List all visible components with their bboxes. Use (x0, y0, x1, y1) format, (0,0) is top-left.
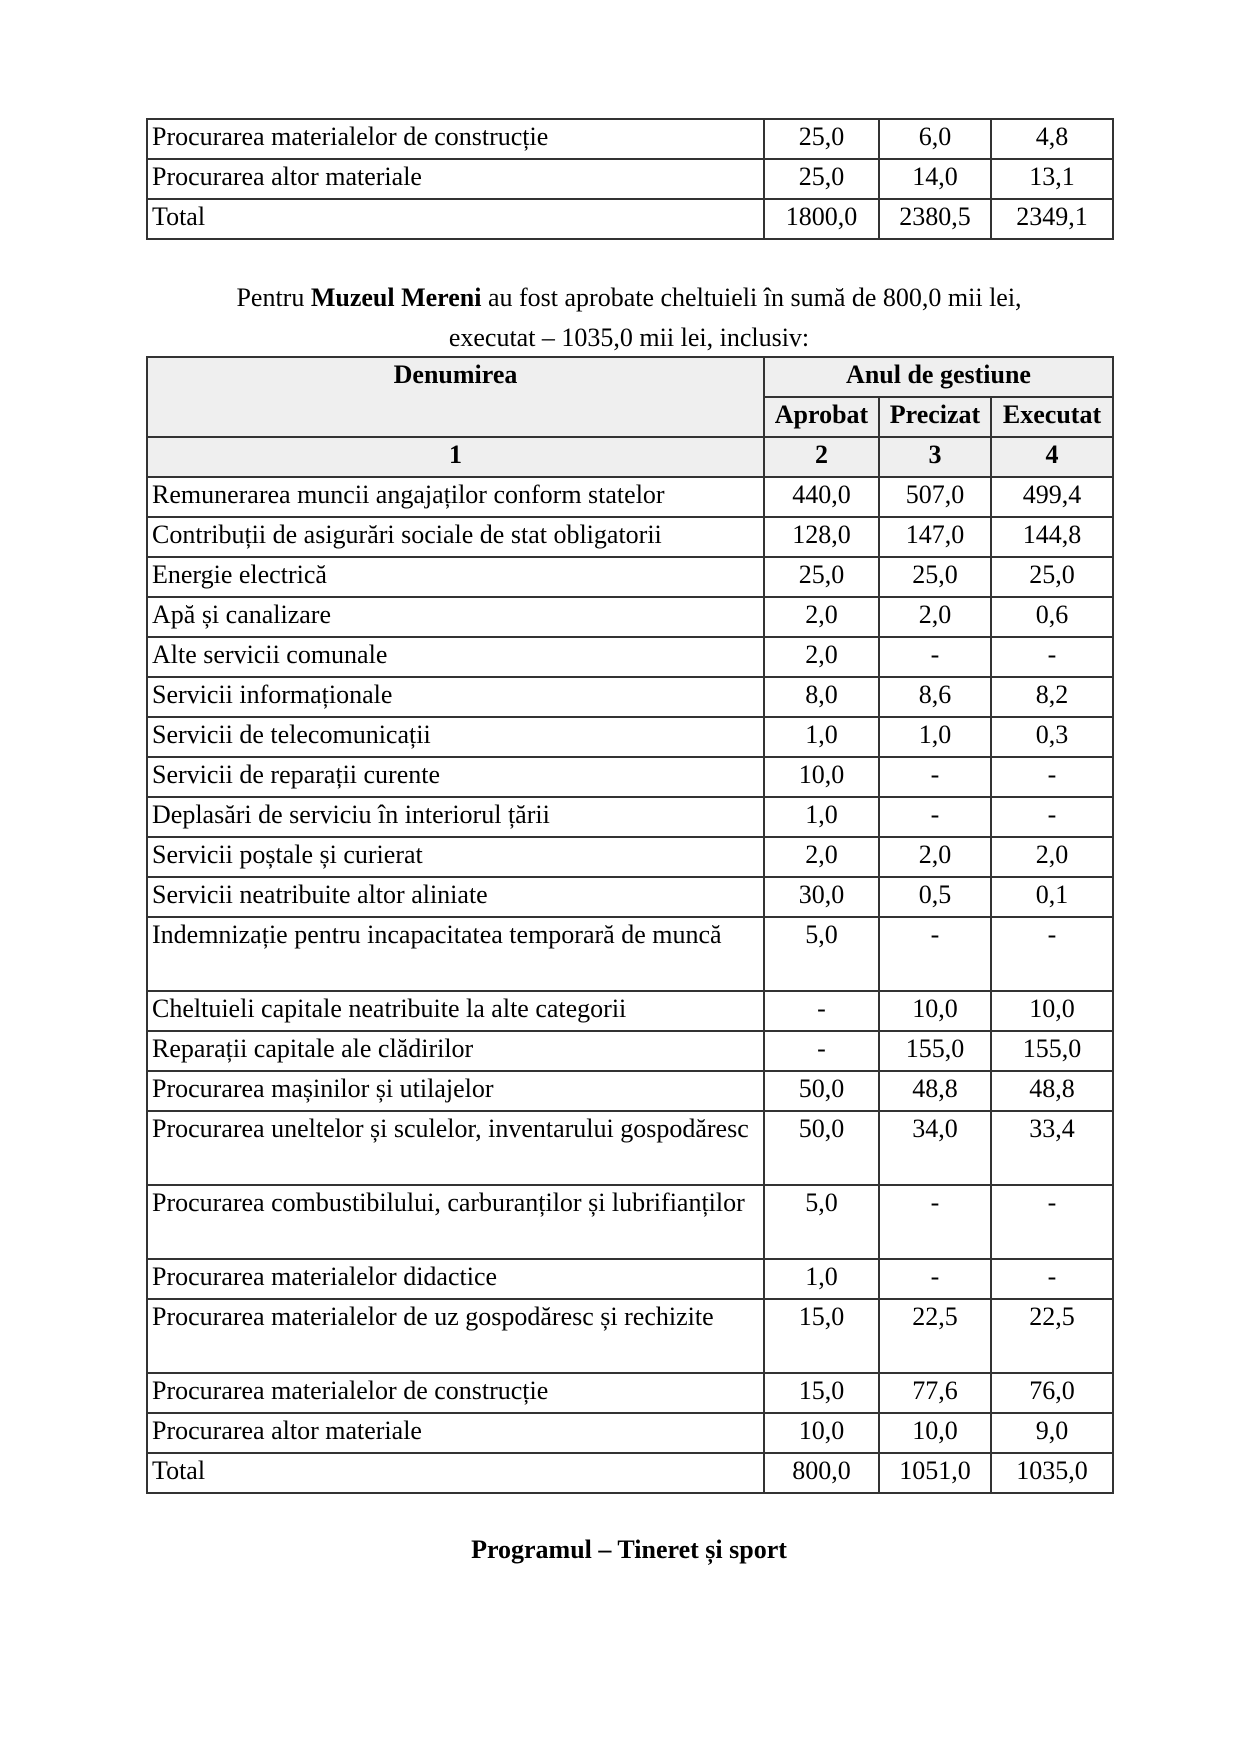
cell-precizat: 6,0 (879, 119, 991, 159)
table-row (147, 637, 1113, 677)
cell-name: Cheltuieli capitale neatribuite la alte categorii (147, 991, 764, 1031)
cell-executat: 0,6 (991, 597, 1113, 637)
cell-name: Procurarea materialelor de construcție (147, 119, 764, 159)
cell-precizat: 507,0 (879, 477, 991, 517)
cell-precizat: - (879, 797, 991, 837)
cell-executat: 155,0 (991, 1031, 1113, 1071)
cell-executat: 33,4 (991, 1111, 1113, 1185)
cell-executat: 22,5 (991, 1299, 1113, 1373)
header-executat: Executat (991, 397, 1113, 437)
cell-aprobat: 1,0 (764, 797, 879, 837)
cell-aprobat: - (764, 1031, 879, 1071)
cell-aprobat: 1,0 (764, 717, 879, 757)
cell-precizat: 147,0 (879, 517, 991, 557)
table-row (147, 1031, 1113, 1071)
cell-executat: 8,2 (991, 677, 1113, 717)
cell-name: Alte servicii comunale (147, 637, 764, 677)
cell-name: Energie electrică (147, 557, 764, 597)
cell-name: Remunerarea muncii angajaților conform statelor (147, 477, 764, 517)
cell-name: Total (147, 1453, 764, 1493)
cell-executat: 144,8 (991, 517, 1113, 557)
cell-aprobat: 10,0 (764, 757, 879, 797)
header-aprobat: Aprobat (764, 397, 879, 437)
cell-aprobat: 440,0 (764, 477, 879, 517)
cell-name: Procurarea altor materiale (147, 159, 764, 199)
cell-aprobat: 15,0 (764, 1299, 879, 1373)
cell-precizat: 155,0 (879, 1031, 991, 1071)
table-row (147, 991, 1113, 1031)
cell-executat: 0,1 (991, 877, 1113, 917)
cell-aprobat: 800,0 (764, 1453, 879, 1493)
table-row (147, 477, 1113, 517)
cell-name: Reparații capitale ale clădirilor (147, 1031, 764, 1071)
cell-precizat: - (879, 1185, 991, 1259)
cell-precizat: 2,0 (879, 837, 991, 877)
cell-precizat: 10,0 (879, 991, 991, 1031)
cell-name: Procurarea altor materiale (147, 1413, 764, 1453)
cell-precizat: 34,0 (879, 1111, 991, 1185)
cell-aprobat: 2,0 (764, 597, 879, 637)
table-row (147, 717, 1113, 757)
table-row (147, 159, 1113, 199)
entity-name: Muzeul Mereni (310, 283, 482, 312)
previous-table-continuation (146, 118, 1114, 240)
cell-precizat: 1,0 (879, 717, 991, 757)
table-row (147, 119, 1113, 159)
table-row (147, 1413, 1113, 1453)
header-denumirea: Denumirea (147, 357, 764, 437)
cell-name: Servicii poștale și curierat (147, 837, 764, 877)
cell-precizat: 1051,0 (879, 1453, 991, 1493)
cell-executat: - (991, 1259, 1113, 1299)
cell-name: Servicii informaționale (147, 677, 764, 717)
table-row (147, 797, 1113, 837)
table-row (147, 837, 1113, 877)
table-row (147, 1299, 1113, 1373)
intro-line2: executat – 1035,0 mii lei, inclusiv: (448, 323, 810, 352)
cell-precizat: - (879, 757, 991, 797)
cell-aprobat: 50,0 (764, 1071, 879, 1111)
cell-aprobat: 25,0 (764, 557, 879, 597)
header-anul-de-gestiune: Anul de gestiune (764, 357, 1113, 397)
museum-expenses-table (146, 356, 1114, 1494)
table-row (147, 557, 1113, 597)
cell-precizat: 2,0 (879, 597, 991, 637)
section-heading: Programul – Tineret și sport (471, 1535, 787, 1564)
cell-aprobat: 5,0 (764, 1185, 879, 1259)
cell-name: Procurarea materialelor de uz gospodăresc și rechizite (147, 1299, 764, 1373)
cell-precizat: 10,0 (879, 1413, 991, 1453)
cell-executat: 4,8 (991, 119, 1113, 159)
table-row (147, 517, 1113, 557)
table-row (147, 1373, 1113, 1413)
cell-executat: - (991, 637, 1113, 677)
cell-aprobat: - (764, 991, 879, 1031)
cell-name: Servicii de telecomunicații (147, 717, 764, 757)
cell-executat: 10,0 (991, 991, 1113, 1031)
cell-executat: - (991, 917, 1113, 991)
cell-name: Apă și canalizare (147, 597, 764, 637)
cell-executat: - (991, 797, 1113, 837)
cell-aprobat: 2,0 (764, 837, 879, 877)
header-col-3: 3 (879, 437, 991, 477)
cell-aprobat: 30,0 (764, 877, 879, 917)
cell-executat: - (991, 757, 1113, 797)
cell-aprobat: 50,0 (764, 1111, 879, 1185)
cell-precizat: 8,6 (879, 677, 991, 717)
cell-name: Procurarea materialelor didactice (147, 1259, 764, 1299)
cell-name: Procurarea mașinilor și utilajelor (147, 1071, 764, 1111)
intro-paragraph (146, 278, 1112, 358)
cell-executat: 1035,0 (991, 1453, 1113, 1493)
cell-precizat: 22,5 (879, 1299, 991, 1373)
table-row (147, 1071, 1113, 1111)
cell-name: Indemnizație pentru incapacitatea temporară de muncă (147, 917, 764, 991)
total-row (147, 1453, 1113, 1493)
cell-aprobat: 5,0 (764, 917, 879, 991)
table-row (147, 1111, 1113, 1185)
cell-executat: 2349,1 (991, 199, 1113, 239)
cell-aprobat: 8,0 (764, 677, 879, 717)
cell-aprobat: 128,0 (764, 517, 879, 557)
table-row (147, 1185, 1113, 1259)
cell-executat: 25,0 (991, 557, 1113, 597)
cell-precizat: 14,0 (879, 159, 991, 199)
table-row (147, 677, 1113, 717)
intro-line1: au fost aprobate cheltuieli în sumă de 800,0 mii lei, (481, 283, 1022, 312)
table-row (147, 917, 1113, 991)
cell-precizat: 2380,5 (879, 199, 991, 239)
intro-prefix: Pentru (236, 283, 311, 312)
total-row (147, 199, 1113, 239)
header-col-2: 2 (764, 437, 879, 477)
cell-name: Servicii de reparații curente (147, 757, 764, 797)
cell-name: Contribuții de asigurări sociale de stat obligatorii (147, 517, 764, 557)
cell-executat: 76,0 (991, 1373, 1113, 1413)
cell-name: Deplasări de serviciu în interiorul țării (147, 797, 764, 837)
cell-name: Procurarea materialelor de construcție (147, 1373, 764, 1413)
cell-executat: 0,3 (991, 717, 1113, 757)
cell-name: Procurarea combustibilului, carburanților și lubrifianților (147, 1185, 764, 1259)
table-row (147, 877, 1113, 917)
cell-executat: 13,1 (991, 159, 1113, 199)
cell-executat: - (991, 1185, 1113, 1259)
cell-aprobat: 15,0 (764, 1373, 879, 1413)
cell-precizat: - (879, 1259, 991, 1299)
cell-aprobat: 2,0 (764, 637, 879, 677)
cell-aprobat: 25,0 (764, 159, 879, 199)
cell-executat: 48,8 (991, 1071, 1113, 1111)
cell-name: Procurarea uneltelor și sculelor, inventarului gospodăresc (147, 1111, 764, 1185)
table-row (147, 757, 1113, 797)
header-precizat: Precizat (879, 397, 991, 437)
cell-executat: 9,0 (991, 1413, 1113, 1453)
header-col-1: 1 (147, 437, 764, 477)
cell-executat: 499,4 (991, 477, 1113, 517)
table-row (147, 1259, 1113, 1299)
header-col-4: 4 (991, 437, 1113, 477)
cell-aprobat: 1,0 (764, 1259, 879, 1299)
cell-name: Total (147, 199, 764, 239)
cell-aprobat: 10,0 (764, 1413, 879, 1453)
cell-precizat: 77,6 (879, 1373, 991, 1413)
cell-name: Servicii neatribuite altor aliniate (147, 877, 764, 917)
cell-precizat: 0,5 (879, 877, 991, 917)
cell-precizat: 25,0 (879, 557, 991, 597)
cell-aprobat: 25,0 (764, 119, 879, 159)
cell-aprobat: 1800,0 (764, 199, 879, 239)
cell-precizat: 48,8 (879, 1071, 991, 1111)
cell-executat: 2,0 (991, 837, 1113, 877)
table-row (147, 597, 1113, 637)
cell-precizat: - (879, 917, 991, 991)
cell-precizat: - (879, 637, 991, 677)
